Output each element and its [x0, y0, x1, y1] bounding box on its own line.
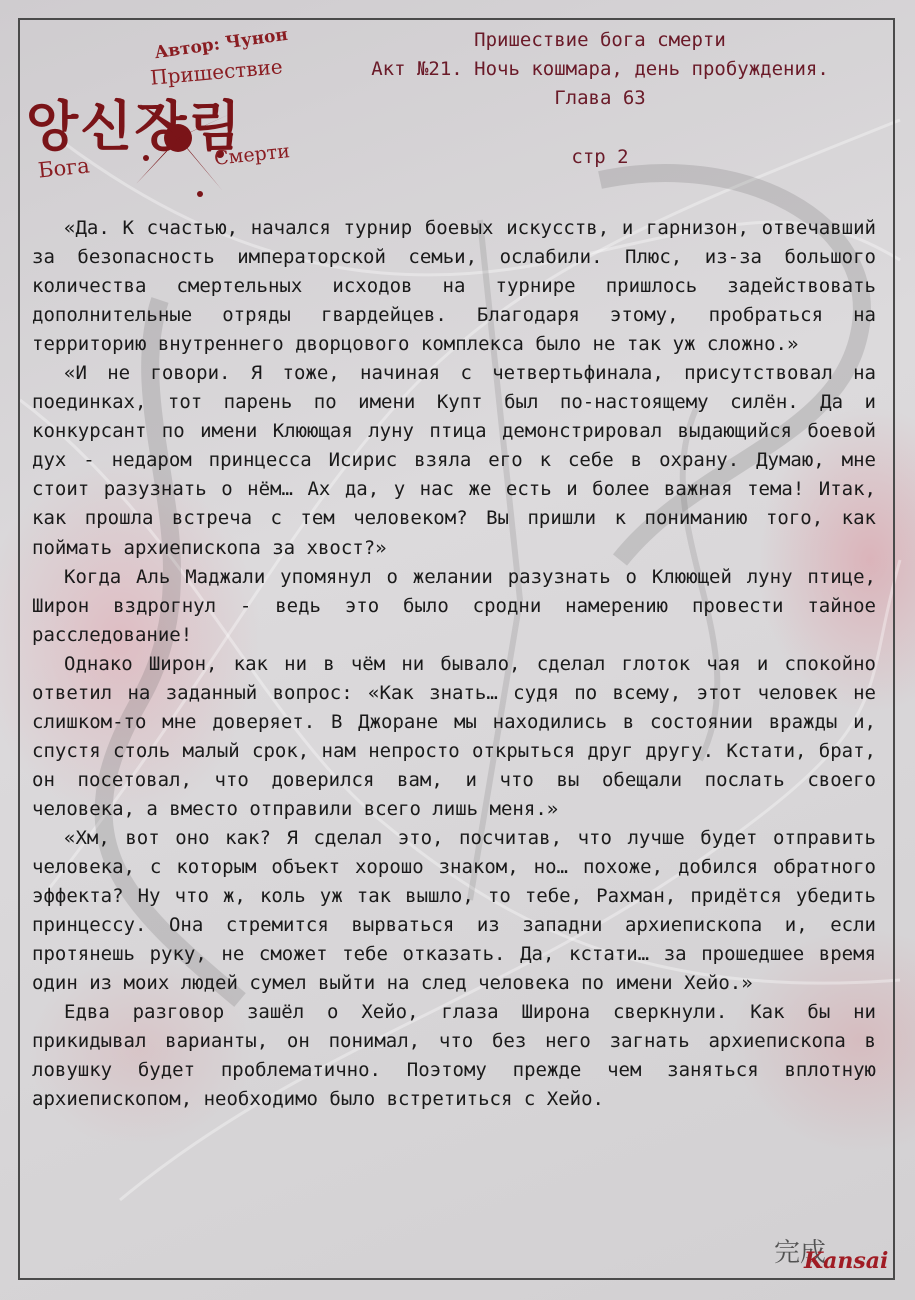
chapter-body	[32, 214, 876, 1114]
page-number: стр 2	[571, 146, 629, 168]
logo-title-word-3: Смерти	[213, 140, 291, 170]
book-title: Пришествие бога смерти	[474, 29, 726, 51]
translator-signature	[770, 1228, 890, 1288]
paragraph: Едва разговор зашёл о Хейо, глаза Широна сверкнули. Как бы ни прикидывал варианты, он понимал, что без него загнать архиепископа в ловушку будет проблематично. Поэтому прежде чем заняться вплотную архиепископом, необходимо было встретиться с Хейо.	[32, 1001, 876, 1111]
logo-author: Автор: Чунон	[153, 24, 289, 64]
logo-korean-title: 앙신강림	[26, 95, 243, 158]
act-title: Акт №21. Ночь кошмара, день пробуждения.	[371, 58, 829, 80]
signature-name: Kansai	[804, 1248, 889, 1274]
paragraph: «Да. К счастью, начался турнир боевых искусств, и гарнизон, отвечавший за безопасность императорской семьи, ослабили. Плюс, из-за большого количества смертельных исходов на турнире пришлось задействовать дополнительные отряды гвардейцев. Благодаря этому, пробраться на территорию внутреннего дворцового комплекса было не так уж сложно.»	[32, 217, 876, 356]
logo-title-word-1: Пришествие	[149, 54, 284, 90]
paragraph: Когда Аль Маджали упомянул о желании разузнать о Клюющей луну птице, Широн вздрогнул - ведь это было сродни намерению провести тайное расследование!	[32, 565, 876, 646]
logo-title-word-2: Бога	[36, 153, 91, 183]
series-logo	[22, 24, 307, 194]
chapter-header	[330, 26, 870, 172]
chapter-number: Глава 63	[554, 87, 646, 109]
paragraph: «И не говори. Я тоже, начиная с четвертьфинала, присутствовал на поединках, тот парень по имени Купт был по-настоящему силён. Да и конкурсант по имени Клюющая луну птица демонстрировал выдающийся боевой дух - недаром принцесса Исирис взяла его к себе в охрану. Думаю, мне стоит разузнать о нём… Ах да, у нас же есть и более важная тема! Итак, как прошла встреча с тем человеком? Вы пришли к пониманию того, как поймать архиепископа за хвост?»	[32, 362, 876, 559]
paragraph: «Хм, вот оно как? Я сделал это, посчитав, что лучше будет отправить человека, с которым объект хорошо знаком, но… похоже, добился обратного эффекта? Ну что ж, коль уж так вышло, то тебе, Рахман, придётся убедить принцессу. Она стремится вырваться из западни архиепископа и, если протянешь руку, не сможет тебе отказать. Да, кстати… за прошедшее время один из моих людей сумел выйти на след человека по имени Хейо.»	[32, 826, 876, 995]
paragraph: Однако Широн, как ни в чём ни бывало, сделал глоток чая и спокойно ответил на заданный вопрос: «Как знать… судя по всему, этот человек не слишком-то мне доверяет. В Джоране мы находились в состоянии вражды и, спустя столь малый срок, нам непросто открыться друг другу. Кстати, брат, он посетовал, что доверился вам, и что вы обещали послать своего человека, а вместо отправили всего лишь меня.»	[32, 652, 876, 820]
signature-kanji: 完成	[774, 1238, 827, 1268]
